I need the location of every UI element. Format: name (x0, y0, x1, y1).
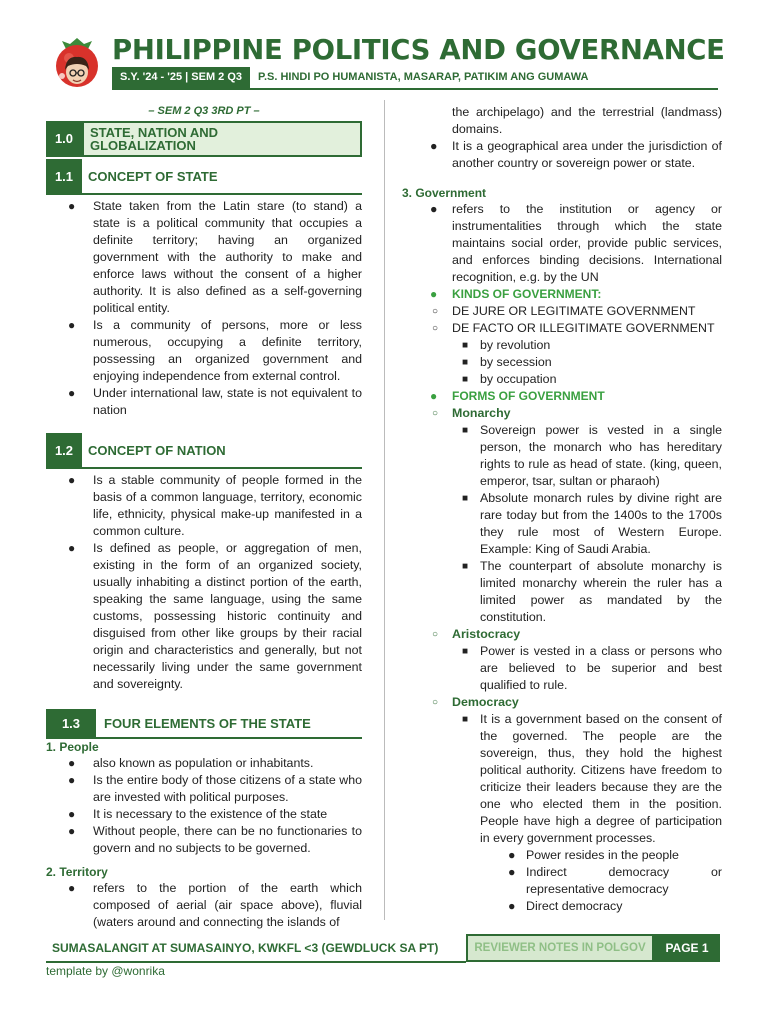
list-item: ■ Absolute monarch rules by divine right are rare today but from the 1400s to the 1700s they rule most of Western Europe. Example: King of Saudi Arabia. (462, 491, 722, 556)
list-item: ● State taken from the Latin stare (to stand) a state is a political community that occupies a definite territory; having an organized government with the authority to make and enforce laws without the consent of a higher authority. It is also defined as a self-governing political entity. (68, 199, 362, 315)
section-title: CONCEPT OF NATION (88, 443, 226, 458)
circle-bullet-icon: ○ (432, 697, 439, 708)
column-divider (384, 100, 385, 920)
section-1-1-header (46, 159, 362, 195)
bullet-icon: ● (68, 318, 76, 332)
section-1-2-header (46, 433, 362, 469)
territory-list (46, 880, 362, 931)
bullet-icon: ● (68, 199, 76, 213)
bullet-icon: ● (68, 824, 76, 838)
list-item: ■ by revolution (462, 338, 551, 352)
section-number: 1.2 (46, 433, 82, 469)
list-item: ● Is a community of persons, more or less numerous, occupying a definite territory, possessing an organized government and enjoying independence from external control. (68, 318, 362, 383)
kinds-heading: ● KINDS OF GOVERNMENT: (430, 287, 602, 301)
bullet-icon: ● (430, 202, 438, 216)
square-bullet-icon: ■ (462, 561, 469, 572)
bullet-icon: ● (68, 473, 76, 487)
list-item: ■ Sovereign power is vested in a single person, the monarch who has hereditary rights to rule as head of state. (king, queen, emperor, tsar, sultan or pharaoh) (462, 423, 722, 488)
footer-divider (46, 961, 466, 963)
template-credit: template by @wonrika (46, 964, 165, 978)
circle-bullet-icon: ○ (432, 408, 439, 419)
list-item: ● Is the entire body of those citizens of a state who are invested with political purposes. (68, 773, 362, 804)
bullet-icon: ● (430, 389, 438, 403)
government-list (402, 201, 722, 303)
list-item: ■ The counterpart of absolute monarchy is limited monarchy wherein the ruler has a limited power as mandated by the constitution. (462, 559, 722, 624)
bullet-icon: ● (68, 756, 76, 770)
list-item: ■ by secession (462, 355, 552, 369)
school-year-badge: S.Y. '24 - '25 | SEM 2 Q3 (112, 67, 250, 88)
people-heading: 1. People (46, 740, 99, 754)
left-column (46, 104, 362, 931)
section-1-3-header (46, 709, 362, 739)
section-number: 1.0 (46, 121, 82, 157)
aristocracy-heading: ○ Aristocracy (432, 627, 521, 641)
section-title-box (82, 121, 362, 157)
page-title: PHILIPPINE POLITICS AND GOVERNANCE (112, 34, 725, 66)
territory-heading: 2. Territory (46, 865, 108, 879)
list-item: ● Is defined as people, or aggregation of men, existing in the form of an organized society, usually inhabiting a distinct portion of the earth, speaking the same language, using the same customs, possessing historic continuity and disguised from other like groups by their racial origin and characteristics and generally, but not necessarily living under the same government and sovereignty. (68, 541, 362, 691)
circle-bullet-icon: ○ (432, 629, 439, 640)
circle-bullet-icon: ○ (432, 306, 439, 317)
list-item: ■ by occupation (462, 372, 557, 386)
square-bullet-icon: ■ (462, 646, 469, 657)
footer-message: SUMASALANGIT AT SUMASAINYO, KWKFL <3 (GEWDLUCK SA PT) (52, 941, 439, 955)
list-item: ● It is necessary to the existence of the state (68, 807, 328, 821)
square-bullet-icon: ■ (462, 340, 469, 351)
list-item: ■ Power is vested in a class or persons who are believed to be superior and best qualified to rule. (462, 644, 722, 692)
monarchy-list (402, 422, 722, 915)
kinds-list (402, 303, 722, 422)
section-title: FOUR ELEMENTS OF THE STATE (104, 716, 311, 731)
bullet-icon: ● (430, 139, 438, 153)
list-item: the archipelago) and the terrestrial (landmass) domains. (452, 105, 722, 136)
people-list (46, 755, 362, 857)
list-item: ● refers to the portion of the earth which composed of aerial (air space above), fluvial (waters around and connecting the islands of (68, 881, 362, 929)
bullet-icon: ● (68, 541, 76, 555)
subheader-bar (112, 67, 588, 88)
section-title-line-1: STATE, NATION AND (90, 125, 219, 140)
government-heading: 3. Government (402, 186, 487, 200)
list-item: ● also known as population or inhabitants. (68, 756, 314, 770)
bullet-icon: ● (68, 773, 76, 787)
bullet-icon: ● (508, 848, 516, 862)
list-item: ● refers to the institution or agency or instrumentalities through which the state maintains social order, provide public services, and enforces binding decisions. International recognition, e.g. by the UN (430, 202, 722, 284)
list-item: ○ DE FACTO OR ILLEGITIMATE GOVERNMENT (432, 321, 715, 335)
list-item: ■ It is a government based on the consent of the governed. The people are the sovereign, thus, they hold the highest political authority. Citizens have freedom to criticize their leaders because they are the one who elected them in the position. People have high a degree of participation in every government processes. (462, 712, 722, 845)
square-bullet-icon: ■ (462, 425, 469, 436)
bullet-icon: ● (68, 386, 76, 400)
square-bullet-icon: ■ (462, 714, 469, 725)
sem-label: – SEM 2 Q3 3RD PT – (148, 105, 260, 117)
square-bullet-icon: ■ (462, 357, 469, 368)
territory-list-continued (402, 104, 722, 172)
header-divider (112, 88, 718, 90)
bullet-icon: ● (508, 865, 516, 879)
list-item: ● Indirect democracy or representative democracy (508, 865, 722, 896)
bullet-icon: ● (508, 899, 516, 913)
tomato-avatar-icon (52, 36, 102, 88)
section-1-0-header (46, 121, 362, 157)
section-title-line-2: GLOBALIZATION (90, 138, 196, 153)
state-concept-list (46, 198, 362, 419)
democracy-heading: ○ Democracy (432, 695, 519, 709)
bullet-icon: ● (68, 807, 76, 821)
square-bullet-icon: ■ (462, 493, 469, 504)
list-item: ● Under international law, state is not equivalent to nation (68, 386, 362, 417)
list-item: ● It is a geographical area under the jurisdiction of another country or sovereign power or state. (430, 139, 722, 170)
nation-concept-list (46, 472, 362, 693)
page-number: PAGE 1 (654, 934, 720, 962)
square-bullet-icon: ■ (462, 374, 469, 385)
section-title: CONCEPT OF STATE (88, 169, 218, 184)
list-item: ● Direct democracy (508, 899, 623, 913)
bullet-icon: ● (68, 881, 76, 895)
circle-bullet-icon: ○ (432, 323, 439, 334)
section-number: 1.1 (46, 159, 82, 195)
list-item: ● Without people, there can be no functionaries to govern and no subjects to be governed. (68, 824, 362, 855)
list-item: ● Power resides in the people (508, 848, 679, 862)
forms-heading: ● FORMS OF GOVERNMENT (430, 389, 605, 403)
list-item: ● Is a stable community of people formed in the basis of a common language, territory, economic life, ethnicity, physical make-up manifested in a common culture. (68, 473, 362, 538)
bullet-icon: ● (430, 287, 438, 301)
monarchy-heading: ○ Monarchy (432, 406, 511, 420)
section-number: 1.3 (46, 709, 96, 739)
right-column (402, 104, 722, 915)
footer-badge: REVIEWER NOTES IN POLGOV (466, 934, 654, 962)
list-item: ○ DE JURE OR LEGITIMATE GOVERNMENT (432, 304, 696, 318)
header-motto: P.S. HINDI PO HUMANISTA, MASARAP, PATIKIM ANG GUMAWA (258, 71, 589, 83)
